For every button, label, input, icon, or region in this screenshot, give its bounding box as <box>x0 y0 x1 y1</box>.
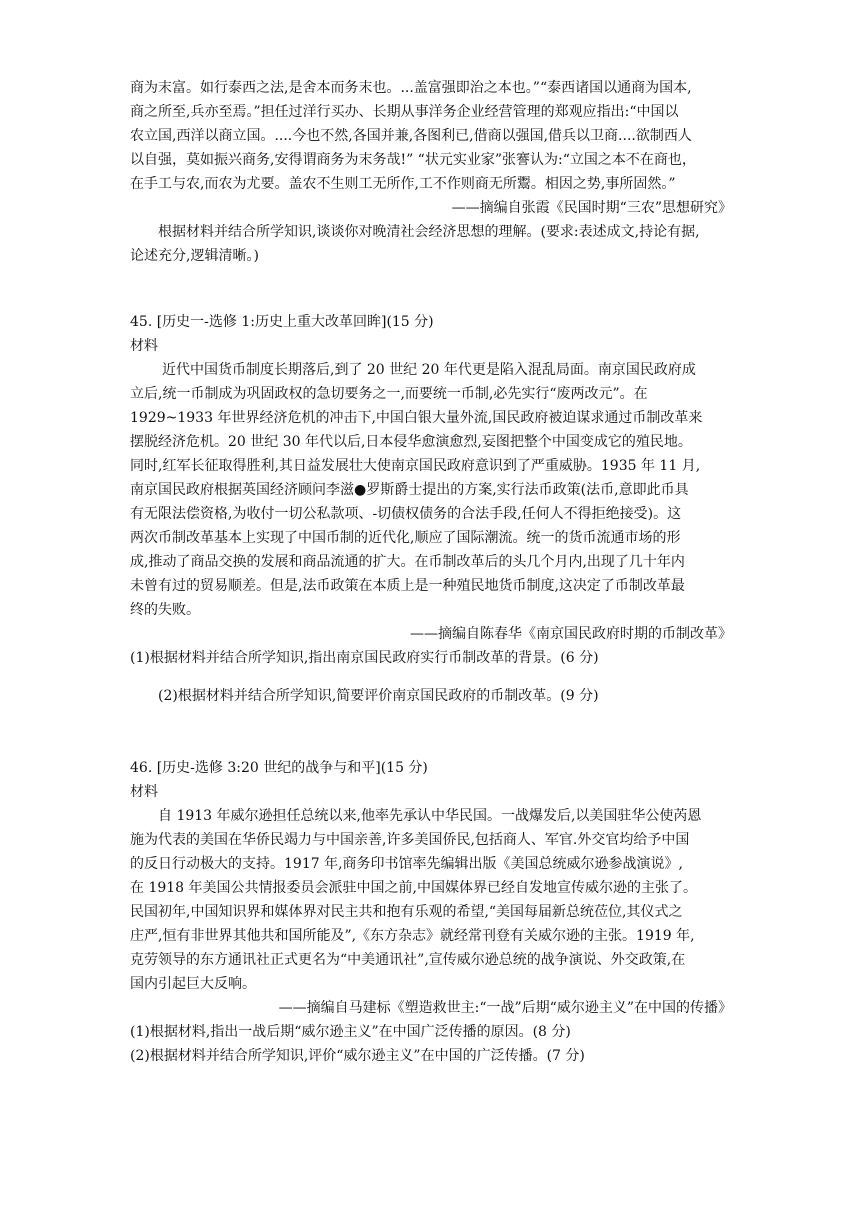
material-line: 摆脱经济危机。20 世纪 30 年代以后,日本侵华愈演愈烈,妄图把整个中国变成它的殖民地。 <box>130 434 692 450</box>
material-line: 两次币制改革基本上实现了中国币制的近代化,顺应了国际潮流。统一的货币流通市场的形 <box>130 530 681 546</box>
material-line: 在手工与农,而农为尤要。盖农不生则工无所作,工不作则商无所鬻。相因之势,事所固然。” <box>130 176 676 192</box>
material-line: 国内引起巨大反响。 <box>130 976 256 992</box>
question-heading: 45. [历史一-选修 1:历史上重大改革回眸](15 分) <box>130 314 434 330</box>
material-line: 的反日行动极大的支持。1917 年,商务印书馆率先编辑出版《美国总统威尔逊参战演说》, <box>130 856 683 872</box>
material-label: 材料 <box>130 338 158 354</box>
material-line: 1929~1933 年世界经济危机的冲击下,中国白银大量外流,国民政府被迫谋求通过币制改革来 <box>130 410 703 426</box>
sub-question: (1)根据材料并结合所学知识,指出南京国民政府实行币制改革的背景。(6 分) <box>130 650 599 666</box>
material-line: 施为代表的美国在华侨民竭力与中国亲善,许多美国侨民,包括商人、军官.外交官均给予中国 <box>130 832 690 848</box>
material-line: 有无限法偿资格,为收付一切公私款项、-切债权债务的合法手段,任何人不得拒绝接受)。这 <box>130 506 682 522</box>
source-citation: ——摘编自张霞《民国时期“三农”思想研究》 <box>451 200 732 216</box>
material-line: 民国初年,中国知识界和媒体界对民主共和抱有乐观的希望,“美国每届新总统莅位,其仪式之 <box>130 904 683 920</box>
material-line: 南京国民政府根据英国经济顾问李滋●罗斯爵士提出的方案,实行法币政策(法币,意即此币具 <box>130 482 689 498</box>
material-line: 立后,统一币制成为巩固政权的急切要务之一,而要统一币制,必先实行“废两改元”。在 <box>130 386 648 402</box>
material-line: 以自强，莫如振兴商务,安得谓商务为末务哉!” “状元实业家”张謇认为:“立国之本不在商也， <box>130 152 696 168</box>
sub-question: (2)根据材料并结合所学知识,简要评价南京国民政府的币制改革。(9 分) <box>158 688 599 704</box>
source-citation: ——摘编自陈春华《南京国民政府时期的币制改革》 <box>410 626 732 642</box>
material-line: 农立国,西洋以商立国。....今也不然,各国并兼,各图利已,借商以强国,借兵以卫商....欲制西人 <box>130 128 692 144</box>
material-line: 庄严,恒有非世界其他共和国所能及”,《东方杂志》就经常刊登有关威尔逊的主张。1919 年, <box>130 928 695 944</box>
material-line: 同时,红军长征取得胜利,其日益发展壮大使南京国民政府意识到了严重威胁。1935 年 11 月, <box>130 458 701 474</box>
material-line: 在 1918 年美国公共情报委员会派驻中国之前,中国媒体界已经自发地宣传威尔逊的主张了。 <box>130 880 697 896</box>
sub-question: (2)根据材料并结合所学知识,评价“威尔逊主义”在中国的广泛传播。(7 分) <box>130 1048 585 1064</box>
material-line: 商之所至,兵亦至焉。”担任过洋行买办、长期从事洋务企业经营管理的郑观应指出:“中国以 <box>130 104 679 120</box>
material-line: 克劳领导的东方通讯社正式更名为“中美通讯社”,宣传威尔逊总统的战争演说、外交政策,在 <box>130 952 686 968</box>
question-line: 根据材料并结合所学知识,谈谈你对晚清社会经济思想的理解。(要求:表述成文,持论有据, <box>158 224 700 240</box>
material-line: 商为末富。如行泰西之法,是舍本而务末也。...盖富强即治之本也。”“泰西诸国以通商为国本, <box>130 80 692 96</box>
material-line: 近代中国货币制度长期落后,到了 20 世纪 20 年代更是陷入混乱局面。南京国民政府成 <box>162 362 696 378</box>
material-line: 自 1913 年威尔逊担任总统以来,他率先承认中华民国。一战爆发后,以美国驻华公使芮恩 <box>158 808 702 824</box>
source-citation: ——摘编自马建标《塑造救世主:“一战”后期“威尔逊主义”在中国的传播》 <box>278 1000 732 1016</box>
question-line: 论述充分,逻辑清晰。) <box>130 248 259 264</box>
material-line: 终的失败。 <box>130 602 200 618</box>
question-heading: 46. [历史-选修 3:20 世纪的战争与和平](15 分) <box>130 760 428 776</box>
material-line: 成,推动了商品交换的发展和商品流通的扩大。在币制改革后的头几个月内,出现了几十年内 <box>130 554 685 570</box>
material-label: 材料 <box>130 784 158 800</box>
sub-question: (1)根据材料,指出一战后期“威尔逊主义”在中国广泛传播的原因。(8 分) <box>130 1024 571 1040</box>
material-line: 未曾有过的贸易顺差。但是,法币政策在本质上是一种殖民地货币制度,这决定了币制改革最 <box>130 578 685 594</box>
